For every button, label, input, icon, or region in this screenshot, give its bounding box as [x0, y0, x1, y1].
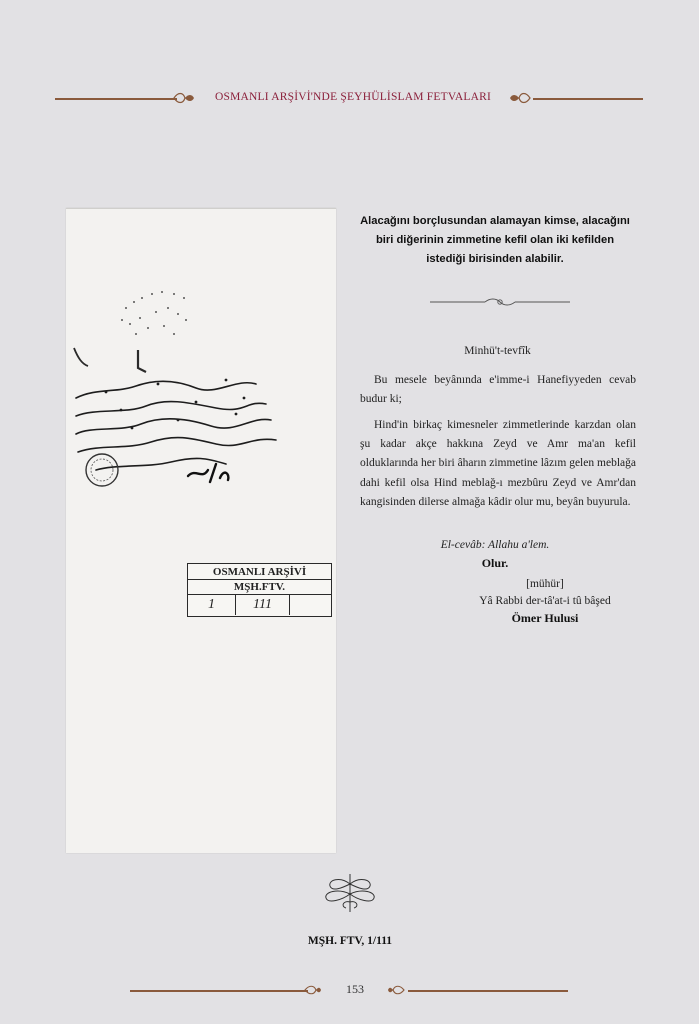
fatwa-question-paragraph: Hind'in birkaç kimesneler zimmetlerinde karzdan olan şu kadar akçe hakkına Zeyd ve Amr ma'an kefil olduklarında her biri âharın zimmetine lâzım gelen meblağa dahi kefil olsa Hind meblağ-ı mezbûru Zeyd ve Amr'dan kangisinden dilerse almağa kâdir olur mu, beyân buyurula.	[360, 419, 636, 508]
answer-text: Olur.	[481, 556, 509, 570]
header-ornament-left-icon	[173, 91, 195, 105]
decorative-flourish-icon	[320, 872, 380, 914]
running-header	[55, 88, 645, 110]
archive-catalog-stamp	[187, 563, 332, 617]
signature-name: Ömer Hulusi	[511, 611, 579, 625]
header-ornament-right-icon	[509, 91, 531, 105]
page-footer	[90, 980, 610, 1000]
footer-rule-right	[408, 990, 568, 992]
minhu-tevfik-heading: Minhü't-tevfîk	[464, 345, 531, 357]
archive-stamp-item: 111	[236, 595, 290, 615]
archive-stamp-blank	[290, 595, 330, 615]
fatwa-summary: Alacağını borçlusundan alamayan kimse, alacağını biri diğerinin zimmetine kefil olan iki kefilden istediği birisinden alabilir.	[360, 215, 630, 265]
archive-stamp-folder: 1	[188, 595, 236, 615]
footer-ornament-left-icon	[304, 984, 322, 996]
page-number: 153	[346, 982, 364, 996]
section-divider-icon	[430, 296, 570, 308]
header-title: OSMANLI ARŞİVİ'NDE ŞEYHÜLİSLAM FETVALARI	[215, 91, 491, 103]
answer-intro: El-cevâb: Allahu a'lem.	[440, 539, 550, 551]
footer-ornament-right-icon	[387, 984, 405, 996]
fatwa-intro-paragraph: Bu mesele beyânında e'imme-i Hanefiyyeden cevab budur ki;	[360, 374, 636, 405]
footer-rule-left	[130, 990, 308, 992]
archive-stamp-fund: MŞH.FTV.	[188, 580, 331, 595]
header-rule-left	[55, 98, 177, 100]
seal-note: [mühür]	[526, 578, 564, 590]
seal-inscription: Yâ Rabbi der-tâ'at-i tû bâşed	[479, 595, 611, 607]
header-rule-right	[533, 98, 643, 100]
document-reference-code: MŞH. FTV, 1/111	[307, 935, 393, 947]
ottoman-script-handwriting	[66, 268, 326, 498]
archive-stamp-title: OSMANLI ARŞİVİ	[188, 565, 331, 580]
scanned-fatwa-document	[66, 208, 336, 853]
